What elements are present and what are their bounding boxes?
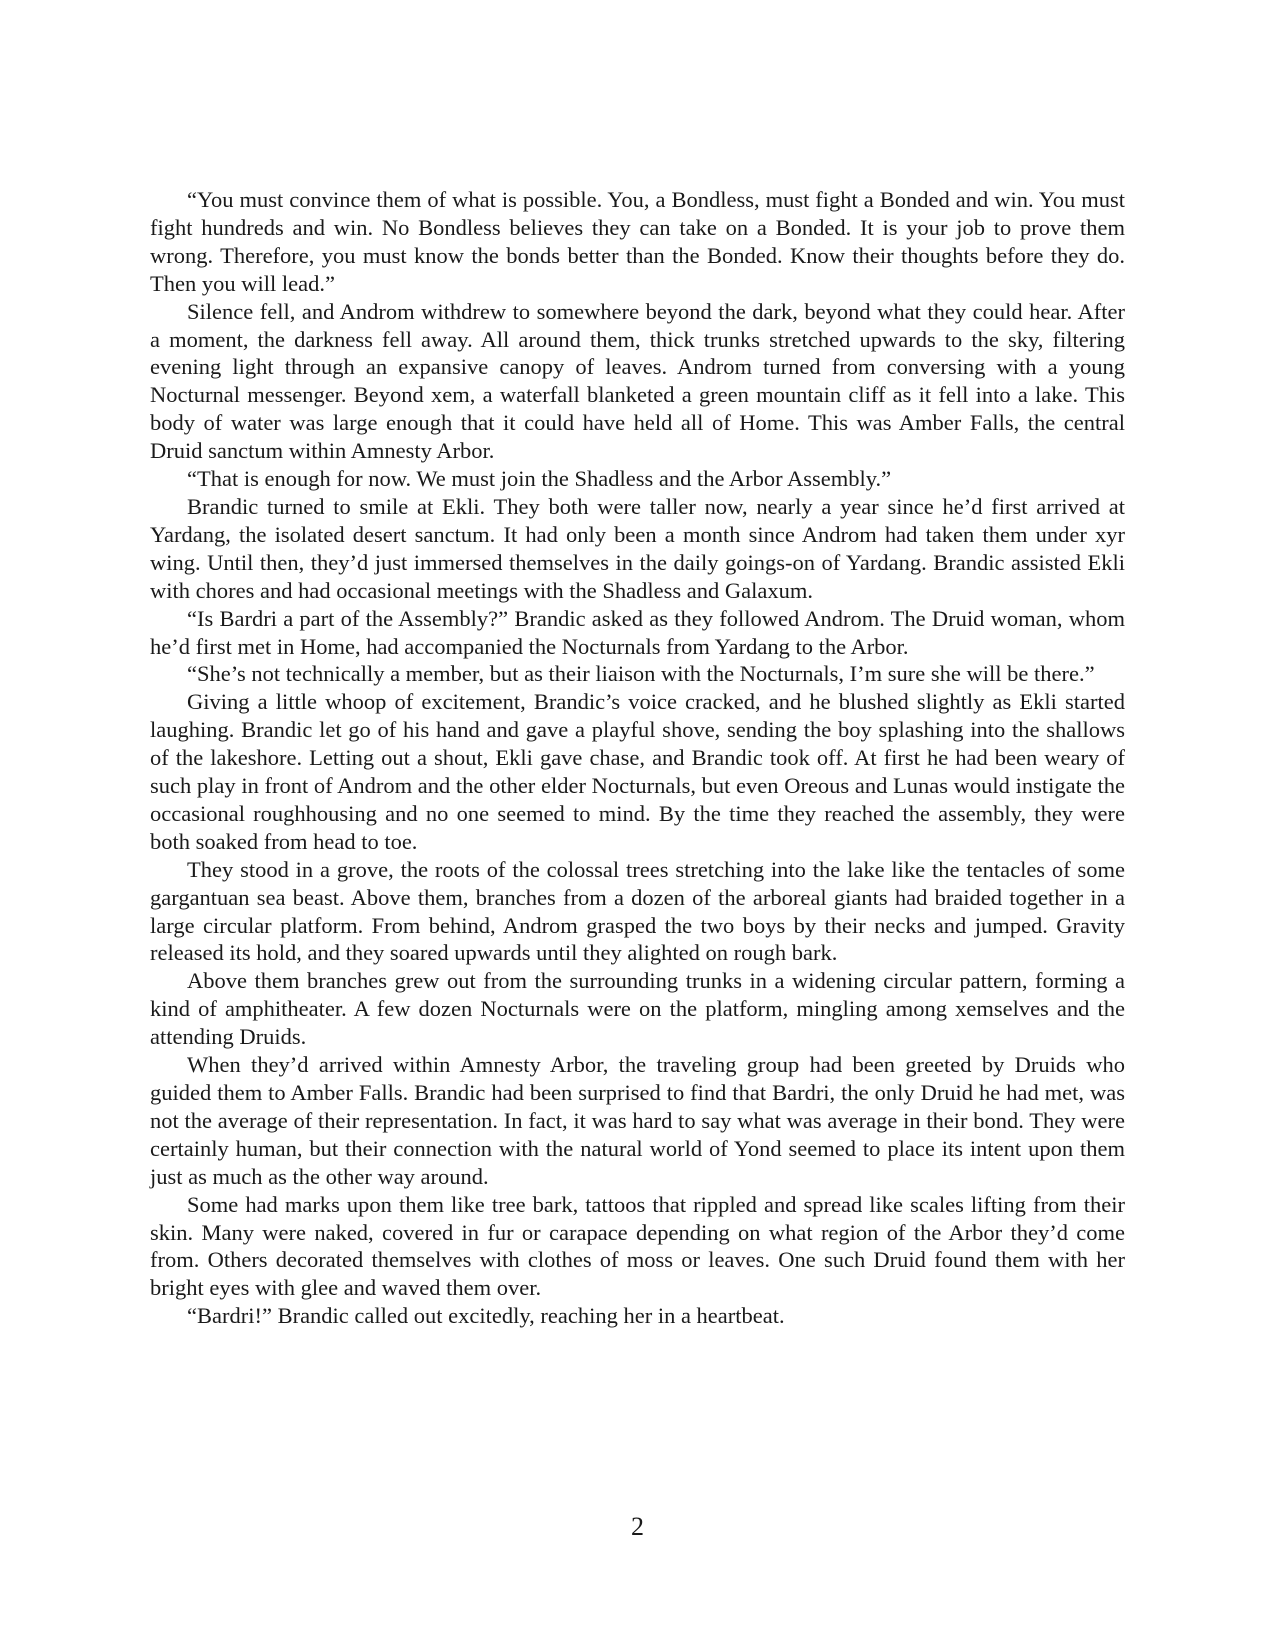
paragraph: “Is Bardri a part of the Assembly?” Brandic asked as they followed Androm. The Druid woman, whom he’d first met in Home, had accompanied the Nocturnals from Yardang to the Arbor. xyxy=(150,605,1125,659)
paragraph: Above them branches grew out from the surrounding trunks in a widening circular pattern, forming a kind of amphitheater. A few dozen Nocturnals were on the platform, mingling among xemselves and the attending Druids. xyxy=(150,968,1125,1050)
paragraph: When they’d arrived within Amnesty Arbor, the traveling group had been greeted by Druids who guided them to Amber Falls. Brandic had been surprised to find that Bardri, the only Druid he had met, was not the average of their representation. In fact, it was hard to say what was average in their bond. They were certainly human, but their connection with the natural world of Yond seemed to place its intent upon them just as much as the other way around. xyxy=(150,1052,1125,1189)
paragraph: Brandic turned to smile at Ekli. They both were taller now, nearly a year since he’d first arrived at Yardang, the isolated desert sanctum. It had only been a month since Androm had taken them under xyr wing. Until then, they’d just immersed themselves in the daily goings-on of Yardang. Brandic assisted Ekli with chores and had occasional meetings with the Shadless and Galaxum. xyxy=(150,493,1125,603)
body-text xyxy=(150,186,1125,1330)
paragraph: Giving a little whoop of excitement, Brandic’s voice cracked, and he blushed slightly as Ekli started laughing. Brandic let go of his hand and gave a playful shove, sending the boy splashing into the shallows of the lakeshore. Letting out a shout, Ekli gave chase, and Brandic took off. At first he had been weary of such play in front of Androm and the other elder Nocturnals, but even Oreous and Lunas would instigate the occasional roughhousing and no one seemed to mind. By the time they reached the assembly, they were both soaked from head to toe. xyxy=(150,689,1125,854)
paragraph: “Bardri!” Brandic called out excitedly, reaching her in a heartbeat. xyxy=(187,1303,785,1329)
paragraph: Silence fell, and Androm withdrew to somewhere beyond the dark, beyond what they could hear. After a moment, the darkness fell away. All around them, thick trunks stretched upwards to the sky, filtering evening light through an expansive canopy of leaves. Androm turned from conversing with a young Nocturnal messenger. Beyond xem, a waterfall blanketed a green mountain cliff as it fell into a lake. This body of water was large enough that it could have held all of Home. This was Amber Falls, the central Druid sanctum within Amnesty Arbor. xyxy=(150,298,1125,464)
paragraph: “You must convince them of what is possible. You, a Bondless, must fight a Bonded and win. You must fight hundreds and win. No Bondless believes they can take on a Bonded. It is your job to prove them wrong. Therefore, you must know the bonds better than the Bonded. Know their thoughts before they do. Then you will lead.” xyxy=(150,187,1125,296)
paragraph: “She’s not technically a member, but as their liaison with the Nocturnals, I’m sure she will be there.” xyxy=(187,661,1095,687)
paragraph: “That is enough for now. We must join the Shadless and the Arbor Assembly.” xyxy=(187,466,892,492)
page-number: 2 xyxy=(631,1512,644,1541)
paragraph: They stood in a grove, the roots of the colossal trees stretching into the lake like the tentacles of some gargantuan sea beast. Above them, branches from a dozen of the arboreal giants had braided together in a large circular platform. From behind, Androm grasped the two boys by their necks and jumped. Gravity released its hold, and they soared upwards until they alighted on rough bark. xyxy=(150,856,1125,966)
paragraph: Some had marks upon them like tree bark, tattoos that rippled and spread like scales lifting from their skin. Many were naked, covered in fur or carapace depending on what region of the Arbor they’d come from. Others decorated themselves with clothes of moss or leaves. One such Druid found them with her bright eyes with glee and waved them over. xyxy=(150,1191,1125,1301)
